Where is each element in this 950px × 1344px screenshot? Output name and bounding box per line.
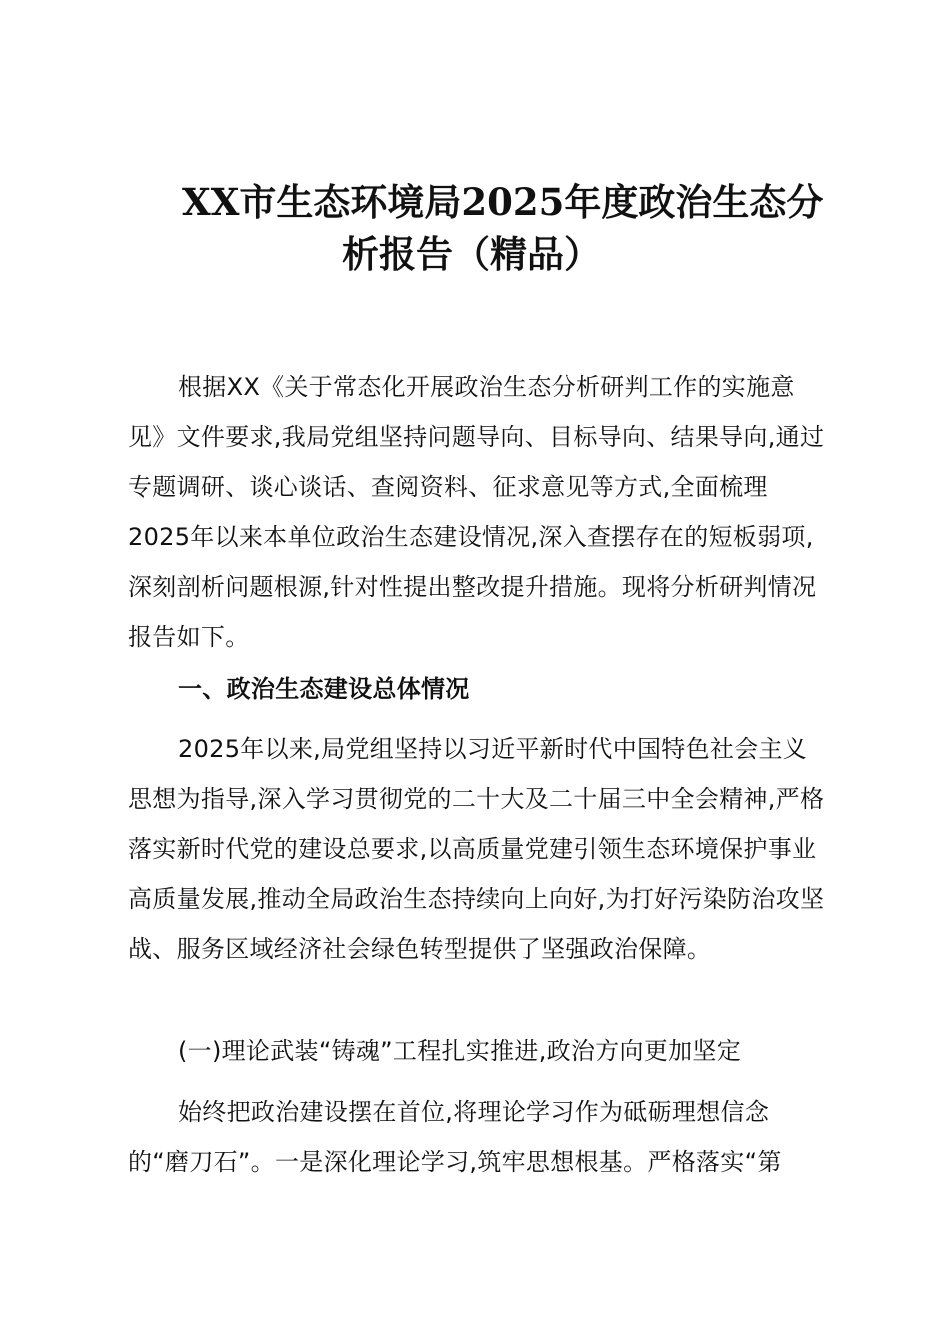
- section-heading-1: 一、政治生态建设总体情况: [178, 675, 470, 703]
- subsection-paragraph: 始终把政治建设摆在首位,将理论学习作为砥砺理想信念的“磨刀石”。一是深化理论学习,筑牢思想根基。严格落实“第: [128, 1098, 782, 1176]
- subsection-heading-1: (一)理论武装“铸魂”工程扎实推进,政治方向更加坚定: [178, 1037, 742, 1065]
- document-title: [130, 176, 830, 280]
- intro-paragraph: 根据XX《关于常态化开展政治生态分析研判工作的实施意见》文件要求,我局党组坚持问题导向、目标导向、结果导向,通过专题调研、谈心谈话、查阅资料、征求意见等方式,全面梳理2025年以来本单位政治生态建设情况,深入查摆存在的短板弱项,深刻剖析问题根源,针对性提出整改提升措施。现将分析研判情况报告如下。: [128, 373, 825, 651]
- overview-paragraph: 2025年以来,局党组坚持以习近平新时代中国特色社会主义思想为指导,深入学习贯彻党的二十大及二十届三中全会精神,严格落实新时代党的建设总要求,以高质量党建引领生态环境保护事业高质量发展,推动全局政治生态持续向上向好,为打好污染防治攻坚战、服务区域经济社会绿色转型提供了坚强政治保障。: [128, 735, 825, 963]
- document-title-line-1: XX市生态环境局2025年度政治生态分: [182, 180, 824, 224]
- document-title-line-2: 析报告（精品）: [342, 232, 601, 276]
